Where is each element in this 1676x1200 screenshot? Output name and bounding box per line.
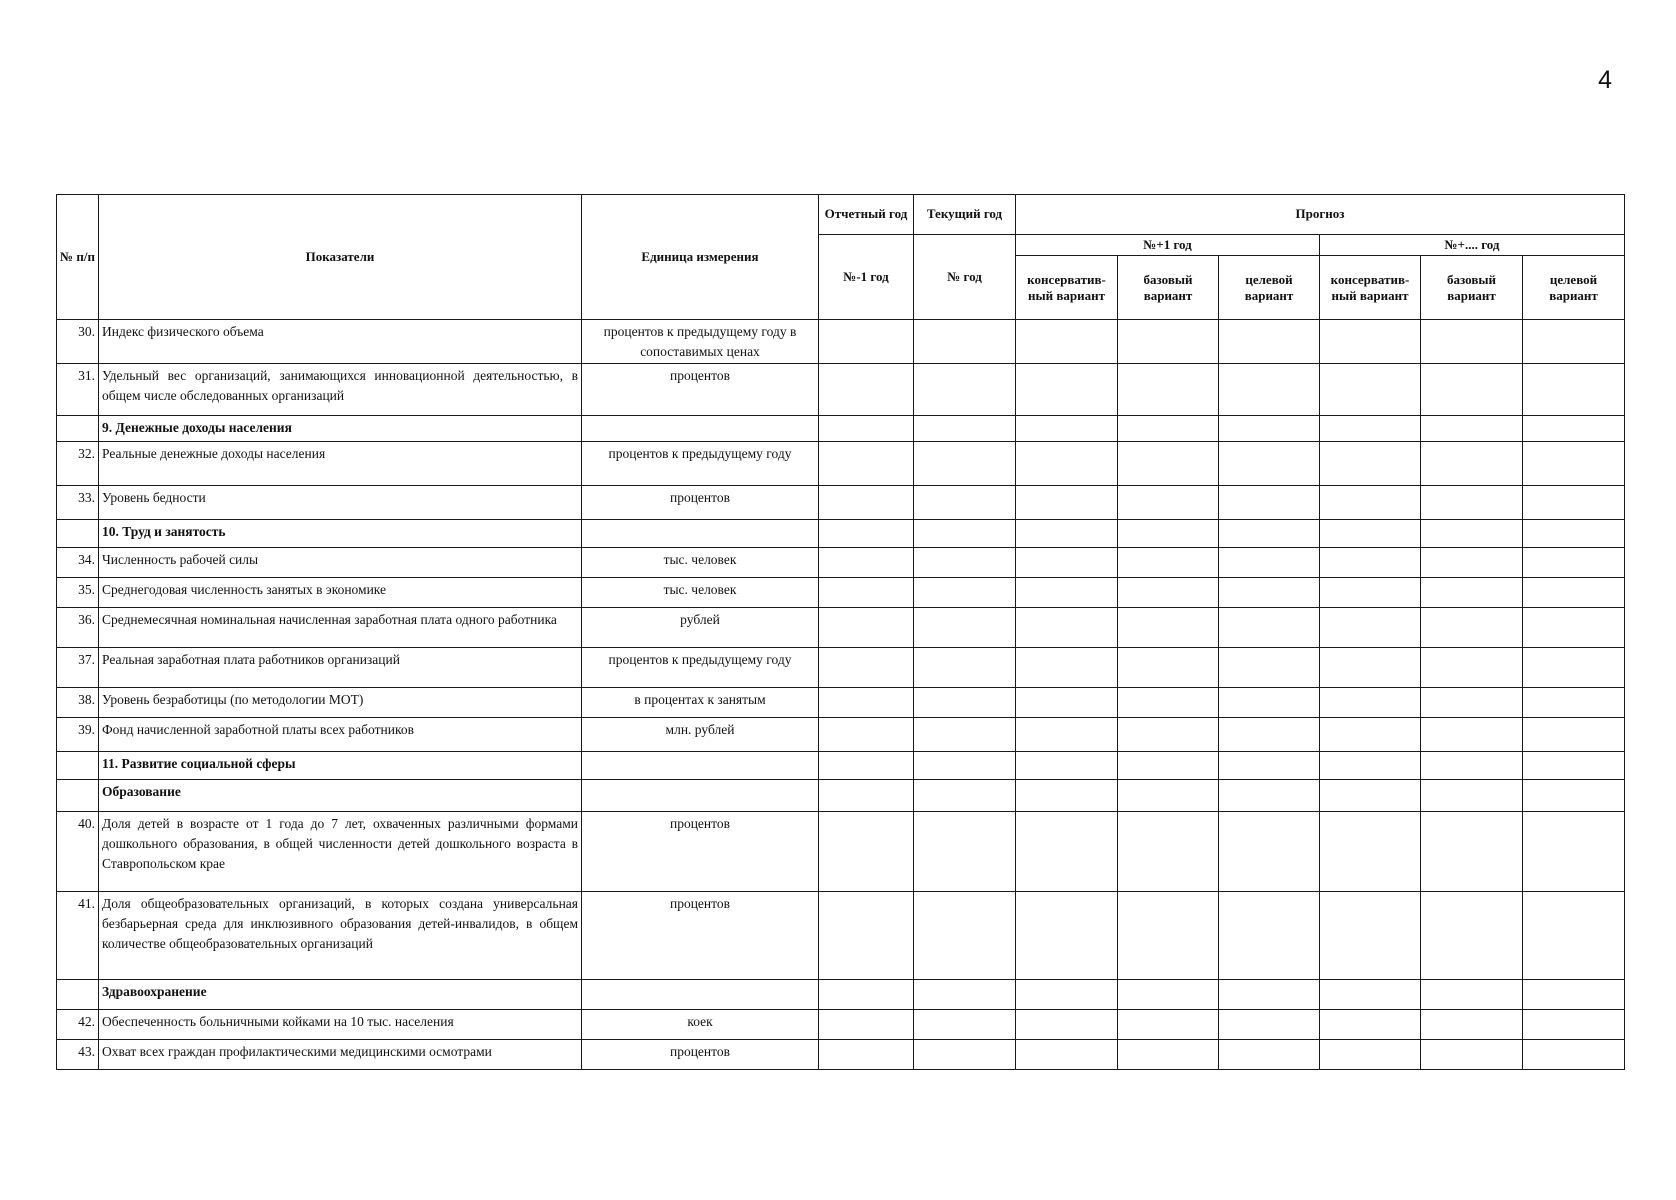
value-cell <box>1421 364 1523 416</box>
value-cell <box>1118 1040 1219 1070</box>
value-cell <box>1320 486 1421 520</box>
value-cell <box>1016 780 1118 812</box>
unit-of-measure <box>582 980 819 1010</box>
page-number: 4 <box>1598 66 1612 94</box>
indicator-name: Реальные денежные доходы населения <box>99 442 582 486</box>
indicator-name: Фонд начисленной заработной платы всех работников <box>99 718 582 752</box>
value-cell <box>1421 752 1523 780</box>
indicator-name: Среднемесячная номинальная начисленная заработная плата одного работника <box>99 608 582 648</box>
unit-of-measure: коек <box>582 1010 819 1040</box>
value-cell <box>819 812 914 892</box>
value-cell <box>1118 442 1219 486</box>
indicator-name: Уровень бедности <box>99 486 582 520</box>
indicator-name: Уровень безработицы (по методологии МОТ) <box>99 688 582 718</box>
value-cell <box>1016 1040 1118 1070</box>
table-row <box>57 364 1625 416</box>
unit-of-measure: тыс. человек <box>582 578 819 608</box>
unit-of-measure: рублей <box>582 608 819 648</box>
value-cell <box>819 780 914 812</box>
table-row <box>57 892 1625 980</box>
value-cell <box>1421 520 1523 548</box>
value-cell <box>1118 688 1219 718</box>
value-cell <box>1118 1010 1219 1040</box>
value-cell <box>914 486 1016 520</box>
row-number: 32. <box>57 442 99 486</box>
value-cell <box>1523 486 1625 520</box>
value-cell <box>914 442 1016 486</box>
value-cell <box>1523 578 1625 608</box>
row-number: 35. <box>57 578 99 608</box>
value-cell <box>1016 980 1118 1010</box>
value-cell <box>1016 648 1118 688</box>
table-row <box>57 320 1625 364</box>
header-base-1: базовый вариант <box>1118 256 1219 320</box>
header-reported-year: Отчетный год <box>819 195 914 235</box>
value-cell <box>914 752 1016 780</box>
value-cell <box>1523 442 1625 486</box>
value-cell <box>1016 812 1118 892</box>
value-cell <box>1523 364 1625 416</box>
value-cell <box>1421 780 1523 812</box>
value-cell <box>914 320 1016 364</box>
value-cell <box>1320 364 1421 416</box>
row-number: 42. <box>57 1010 99 1040</box>
table-row <box>57 578 1625 608</box>
value-cell <box>819 548 914 578</box>
table-row <box>57 648 1625 688</box>
value-cell <box>1016 1010 1118 1040</box>
unit-of-measure: процентов к предыдущему году <box>582 442 819 486</box>
unit-of-measure: процентов к предыдущему году в сопоставимых ценах <box>582 320 819 364</box>
value-cell <box>1118 608 1219 648</box>
value-cell <box>1016 892 1118 980</box>
value-cell <box>1219 608 1320 648</box>
value-cell <box>1523 416 1625 442</box>
value-cell <box>914 364 1016 416</box>
table-row <box>57 718 1625 752</box>
value-cell <box>819 520 914 548</box>
value-cell <box>1421 718 1523 752</box>
header-target-1: целевой вариант <box>1219 256 1320 320</box>
value-cell <box>1320 752 1421 780</box>
table-row <box>57 812 1625 892</box>
section-title: 11. Развитие социальной сферы <box>99 752 582 780</box>
row-number <box>57 520 99 548</box>
value-cell <box>914 648 1016 688</box>
value-cell <box>1118 892 1219 980</box>
value-cell <box>1320 718 1421 752</box>
section-row <box>57 520 1625 548</box>
value-cell <box>1523 520 1625 548</box>
value-cell <box>1421 648 1523 688</box>
indicator-name: Доля детей в возрасте от 1 года до 7 лет, охваченных различными формами дошкольного образования, в общей численности детей дошкольного возраста в Ставропольском крае <box>99 812 582 892</box>
value-cell <box>1118 486 1219 520</box>
row-number: 43. <box>57 1040 99 1070</box>
value-cell <box>1118 578 1219 608</box>
unit-of-measure <box>582 520 819 548</box>
value-cell <box>1016 578 1118 608</box>
value-cell <box>1320 416 1421 442</box>
section-row <box>57 752 1625 780</box>
value-cell <box>914 548 1016 578</box>
value-cell <box>1523 688 1625 718</box>
value-cell <box>1219 578 1320 608</box>
indicators-table <box>56 194 1625 1070</box>
row-number: 34. <box>57 548 99 578</box>
row-number <box>57 780 99 812</box>
indicator-name: Доля общеобразовательных организаций, в которых создана универсальная безбарьерная среда для инклюзивного образования детей-инвалидов, в общем количестве общеобразовательных организаций <box>99 892 582 980</box>
value-cell <box>1016 486 1118 520</box>
table-row <box>57 1010 1625 1040</box>
value-cell <box>914 578 1016 608</box>
value-cell <box>1421 416 1523 442</box>
value-cell <box>1320 320 1421 364</box>
row-number <box>57 416 99 442</box>
table-row <box>57 486 1625 520</box>
unit-of-measure: процентов <box>582 364 819 416</box>
section-title: Здравоохранение <box>99 980 582 1010</box>
value-cell <box>914 780 1016 812</box>
value-cell <box>1219 752 1320 780</box>
value-cell <box>1421 320 1523 364</box>
indicator-name: Реальная заработная плата работников организаций <box>99 648 582 688</box>
value-cell <box>914 892 1016 980</box>
unit-of-measure: процентов <box>582 892 819 980</box>
value-cell <box>1523 320 1625 364</box>
value-cell <box>819 688 914 718</box>
value-cell <box>1421 892 1523 980</box>
value-cell <box>1219 320 1320 364</box>
value-cell <box>1016 548 1118 578</box>
indicator-name: Среднегодовая численность занятых в экономике <box>99 578 582 608</box>
value-cell <box>1219 442 1320 486</box>
value-cell <box>1523 812 1625 892</box>
value-cell <box>1016 364 1118 416</box>
unit-of-measure <box>582 752 819 780</box>
header-year-n: № год <box>914 235 1016 320</box>
value-cell <box>1523 718 1625 752</box>
header-unit: Единица измерения <box>582 195 819 320</box>
indicator-name: Удельный вес организаций, занимающихся инновационной деятельностью, в общем числе обследованных организаций <box>99 364 582 416</box>
value-cell <box>914 608 1016 648</box>
value-cell <box>819 364 914 416</box>
value-cell <box>819 980 914 1010</box>
value-cell <box>1118 718 1219 752</box>
value-cell <box>1016 442 1118 486</box>
value-cell <box>1523 548 1625 578</box>
header-target-2: целевой вариант <box>1523 256 1625 320</box>
header-year-n-plus-more: №+.... год <box>1320 235 1625 256</box>
section-title: Образование <box>99 780 582 812</box>
value-cell <box>1320 1040 1421 1070</box>
value-cell <box>1118 980 1219 1010</box>
indicators-table-wrapper <box>56 194 1624 1070</box>
value-cell <box>1523 608 1625 648</box>
value-cell <box>819 442 914 486</box>
value-cell <box>1219 648 1320 688</box>
table-row <box>57 688 1625 718</box>
header-current-year: Текущий год <box>914 195 1016 235</box>
unit-of-measure: процентов <box>582 486 819 520</box>
table-body <box>57 320 1625 1070</box>
unit-of-measure: процентов к предыдущему году <box>582 648 819 688</box>
section-title: 9. Денежные доходы населения <box>99 416 582 442</box>
value-cell <box>1320 648 1421 688</box>
header-year-n-plus-1: №+1 год <box>1016 235 1320 256</box>
row-number: 39. <box>57 718 99 752</box>
table-row <box>57 1040 1625 1070</box>
value-cell <box>1219 780 1320 812</box>
row-number: 33. <box>57 486 99 520</box>
value-cell <box>1219 548 1320 578</box>
value-cell <box>914 980 1016 1010</box>
section-row <box>57 980 1625 1010</box>
value-cell <box>1320 578 1421 608</box>
header-indicator: Показатели <box>99 195 582 320</box>
value-cell <box>1421 812 1523 892</box>
header-conservative-1: консерватив-ный вариант <box>1016 256 1118 320</box>
value-cell <box>1320 608 1421 648</box>
value-cell <box>1320 688 1421 718</box>
value-cell <box>819 486 914 520</box>
value-cell <box>1118 364 1219 416</box>
table-row <box>57 608 1625 648</box>
row-number: 36. <box>57 608 99 648</box>
value-cell <box>1421 1040 1523 1070</box>
indicator-name: Обеспеченность больничными койками на 10 тыс. населения <box>99 1010 582 1040</box>
unit-of-measure: процентов <box>582 1040 819 1070</box>
value-cell <box>1016 320 1118 364</box>
section-row <box>57 780 1625 812</box>
value-cell <box>1421 486 1523 520</box>
unit-of-measure <box>582 780 819 812</box>
row-number: 31. <box>57 364 99 416</box>
header-year-n-minus-1: №-1 год <box>819 235 914 320</box>
section-title: 10. Труд и занятость <box>99 520 582 548</box>
value-cell <box>1118 752 1219 780</box>
indicator-name: Индекс физического объема <box>99 320 582 364</box>
value-cell <box>1016 688 1118 718</box>
value-cell <box>1219 980 1320 1010</box>
value-cell <box>1118 320 1219 364</box>
value-cell <box>1016 608 1118 648</box>
value-cell <box>1118 812 1219 892</box>
value-cell <box>1118 648 1219 688</box>
value-cell <box>1320 548 1421 578</box>
value-cell <box>1320 892 1421 980</box>
value-cell <box>1320 442 1421 486</box>
row-number <box>57 752 99 780</box>
value-cell <box>1219 812 1320 892</box>
unit-of-measure: в процентах к занятым <box>582 688 819 718</box>
value-cell <box>1421 980 1523 1010</box>
value-cell <box>914 688 1016 718</box>
header-base-2: базовый вариант <box>1421 256 1523 320</box>
value-cell <box>1219 486 1320 520</box>
value-cell <box>1219 520 1320 548</box>
value-cell <box>1016 520 1118 548</box>
value-cell <box>1016 718 1118 752</box>
value-cell <box>914 416 1016 442</box>
row-number <box>57 980 99 1010</box>
value-cell <box>1118 520 1219 548</box>
value-cell <box>1523 980 1625 1010</box>
row-number: 38. <box>57 688 99 718</box>
value-cell <box>819 320 914 364</box>
value-cell <box>1219 718 1320 752</box>
row-number: 41. <box>57 892 99 980</box>
value-cell <box>1219 1010 1320 1040</box>
value-cell <box>819 752 914 780</box>
table-row <box>57 548 1625 578</box>
unit-of-measure: млн. рублей <box>582 718 819 752</box>
section-row <box>57 416 1625 442</box>
header-forecast: Прогноз <box>1016 195 1625 235</box>
row-number: 30. <box>57 320 99 364</box>
value-cell <box>1320 812 1421 892</box>
value-cell <box>819 1010 914 1040</box>
value-cell <box>819 578 914 608</box>
value-cell <box>1421 688 1523 718</box>
value-cell <box>914 520 1016 548</box>
indicator-name: Охват всех граждан профилактическими медицинскими осмотрами <box>99 1040 582 1070</box>
table-header <box>57 195 1625 320</box>
value-cell <box>819 892 914 980</box>
indicator-name: Численность рабочей силы <box>99 548 582 578</box>
value-cell <box>1118 780 1219 812</box>
value-cell <box>1016 416 1118 442</box>
value-cell <box>1320 980 1421 1010</box>
value-cell <box>819 416 914 442</box>
value-cell <box>1523 780 1625 812</box>
value-cell <box>819 718 914 752</box>
value-cell <box>1219 364 1320 416</box>
value-cell <box>1320 520 1421 548</box>
value-cell <box>1320 780 1421 812</box>
value-cell <box>819 648 914 688</box>
value-cell <box>1523 892 1625 980</box>
unit-of-measure: тыс. человек <box>582 548 819 578</box>
value-cell <box>1219 416 1320 442</box>
value-cell <box>1016 752 1118 780</box>
value-cell <box>1421 608 1523 648</box>
unit-of-measure: процентов <box>582 812 819 892</box>
value-cell <box>1320 1010 1421 1040</box>
value-cell <box>1421 548 1523 578</box>
table-row <box>57 442 1625 486</box>
header-conservative-2: консерватив-ный вариант <box>1320 256 1421 320</box>
row-number: 37. <box>57 648 99 688</box>
value-cell <box>914 1040 1016 1070</box>
value-cell <box>914 718 1016 752</box>
value-cell <box>914 812 1016 892</box>
value-cell <box>1421 578 1523 608</box>
value-cell <box>1523 752 1625 780</box>
value-cell <box>1523 1010 1625 1040</box>
value-cell <box>1118 548 1219 578</box>
row-number: 40. <box>57 812 99 892</box>
value-cell <box>1118 416 1219 442</box>
value-cell <box>819 608 914 648</box>
value-cell <box>1219 688 1320 718</box>
value-cell <box>819 1040 914 1070</box>
value-cell <box>1219 892 1320 980</box>
unit-of-measure <box>582 416 819 442</box>
value-cell <box>1523 1040 1625 1070</box>
value-cell <box>1219 1040 1320 1070</box>
value-cell <box>914 1010 1016 1040</box>
header-num: № п/п <box>57 195 99 320</box>
value-cell <box>1523 648 1625 688</box>
value-cell <box>1421 1010 1523 1040</box>
value-cell <box>1421 442 1523 486</box>
